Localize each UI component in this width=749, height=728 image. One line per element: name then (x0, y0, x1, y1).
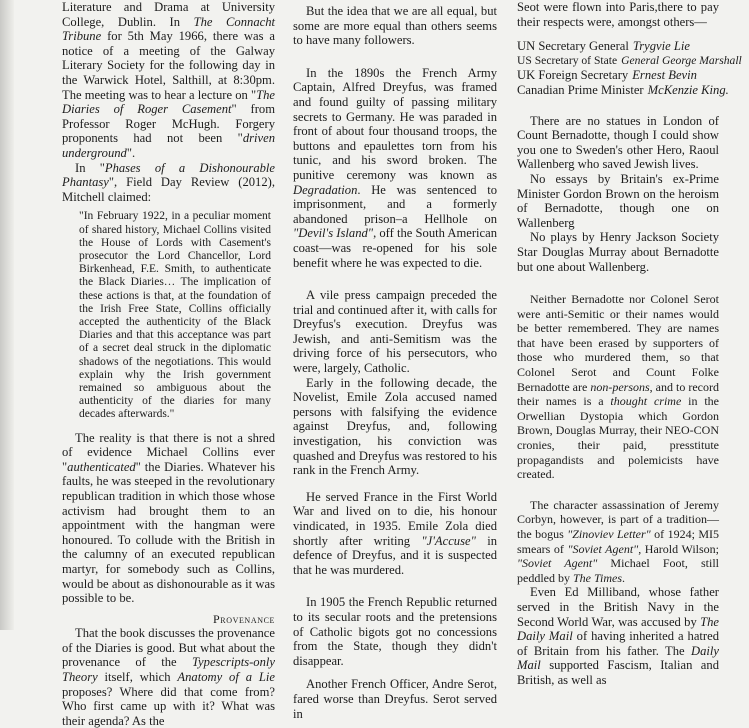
paragraph: Literature and Drama at University College, Dublin. In The Connacht Tribune for 5th May 1966, there was a notice of a meeting of the Galway Literary Society for the following day in the Warwick Hotel, Salthill, at 8:30pm. The meeting was to hear a lecture on "The Diaries of Roger Casement" from Professor Roger McHugh. Forgery proponents had not been "driven underground". (62, 0, 276, 160)
paragraph: No essays by Britain's ex-Prime Minister Gordon Brown on the heroism of Bernadotte, though one on Wallenberg (517, 171, 719, 230)
paragraph: There are no statues in London of Count Bernadotte, though I could show you one to Sweden's other Hero, Raoul Wallenberg who saved Jewish lives. (517, 113, 719, 172)
column-3 (517, 0, 742, 688)
paragraph: Early in the following decade, the Novelist, Emile Zola accused named persons with falsifying the evidence against Dreyfus, and, following investigation, his conviction was quashed and Dreyfus was restored to his rank in the French Army. (293, 375, 497, 478)
paragraph: Seot were flown into Paris,there to pay their respects were, amongst others— (517, 0, 719, 29)
list-item: US Secretary of State General George Marshall (517, 53, 742, 67)
page-gutter-shadow (0, 0, 14, 630)
column-1 (62, 0, 275, 728)
paragraph: Neither Bernadotte nor Colonel Serot were anti-Semitic or their names would be better remembered. They are names that have been erased by supporters of those who murdered them, so that Colonel Serot and Count Folke Bernadotte are non-persons, and to record their names is a thought crime in the Orwellian Dystopia which Gordon Brown, Douglas Murray, their NEO-CON cronies, their paid, presstitute propagandists and polemicists have created. (517, 292, 720, 482)
list-item: Canadian Prime Minister McKenzie King. (517, 82, 729, 97)
paragraph: In the 1890s the French Army Captain, Alfred Dreyfus, was framed and found guilty of passing military secrets to Germany. He was paraded in front of about four thousand troops, the buttons and epaulettes torn from his tunic, and his sword broken. The punitive ceremony was known as Degradation. He was sentenced to imprisonment, and a formerly abandoned prison–a Hellhole on "Devil's Island", off the South American coast—was re-opened for his sole benefit where he was expected to die. (293, 65, 498, 270)
paragraph: No plays by Henry Jackson Society Star Douglas Murray about Bernadotte but one about Wallenberg. (517, 230, 719, 274)
paragraph: A vile press campaign preceded the trial and continued after it, with calls for Dreyfus's execution. Dreyfus was Jewish, and anti-Semitism was the driving force of his persecutors, who were, largely, Catholic. (293, 288, 497, 376)
paragraph: But the idea that we are all equal, but some are more equal than others seems to have many followers. (293, 4, 497, 48)
paragraph: That the book discusses the provenance of the Diaries is good. But what about the provenance of the Typescripts-only Theory itself, which Anatomy of a Lie proposes? Where did that come from? Who first came up with it? What was their agenda? As the (62, 626, 275, 728)
section-heading: Provenance (212, 611, 275, 626)
dignitaries-list (517, 39, 742, 97)
paragraph: Even Ed Milliband, whose father served in the British Navy in the Second World War, was accused by The Daily Mail of having inherited a hatred of Britain from his father. The Daily Mail supported Fascism, Italian and British, as well as (517, 585, 720, 687)
paragraph: He served France in the First World War and lived on to die, his honour vindicated, in 1935. Emile Zola died shortly after writing "J'Accuse" in defence of Dreyfus, and it is suspected that he was murdered. (293, 489, 497, 577)
paragraph: The reality is that there is not a shred of evidence Michael Collins ever "authenticated" the Diaries. Whatever his faults, he was steeped in the revolutionary republican tradition in which those whose activism had brought them to an appointment with the hangman were honoured. To collude with the British in the calumny of an executed republican martyr, for somebody such as Collins, would be about as dishonourable as it was possible to be. (62, 430, 275, 606)
column-2 (293, 0, 497, 721)
paragraph: Another French Officer, Andre Serot, fared worse than Dreyfus. Serot served in (293, 677, 497, 721)
list-item: UK Foreign Secretary Ernest Bevin (517, 68, 697, 83)
paragraph: In "Phases of a Dishonourable Phantasy", Field Day Review (2012), Mitchell claimed: (62, 160, 275, 204)
list-item: UN Secretary General Trygvie Lie (517, 39, 690, 54)
paragraph: In 1905 the French Republic returned to its secular roots and the pretensions of Catholic bigots got no concessions from the State, though they didn't disappear. (293, 595, 497, 668)
block-quote: "In February 1922, in a peculiar moment of shared history, Michael Collins visited the House of Lords with Casement's prosecutor the Lord Chancellor, Lord Birkenhead, F.E. Smith, to authenticate the Black Diaries… The implication of these actions is that, at the foundation of the Irish Free State, Collins officially accepted the authenticity of the Black Diaries and that this acceptance was part of a secret deal struck in the diplomatic shadows of the negotiations. This would explain why the Irish government remained so ambiguous about the authenticity of the diaries for many decades afterwards." (79, 210, 271, 421)
paragraph: The character assassination of Jeremy Corbyn, however, is part of a tradition—the bogus "Zinoviev Letter" of 1924; MI5 smears of "Soviet Agent", Harold Wilson; "Soviet Agent" Michael Foot, still peddled by The Times. (517, 497, 719, 585)
